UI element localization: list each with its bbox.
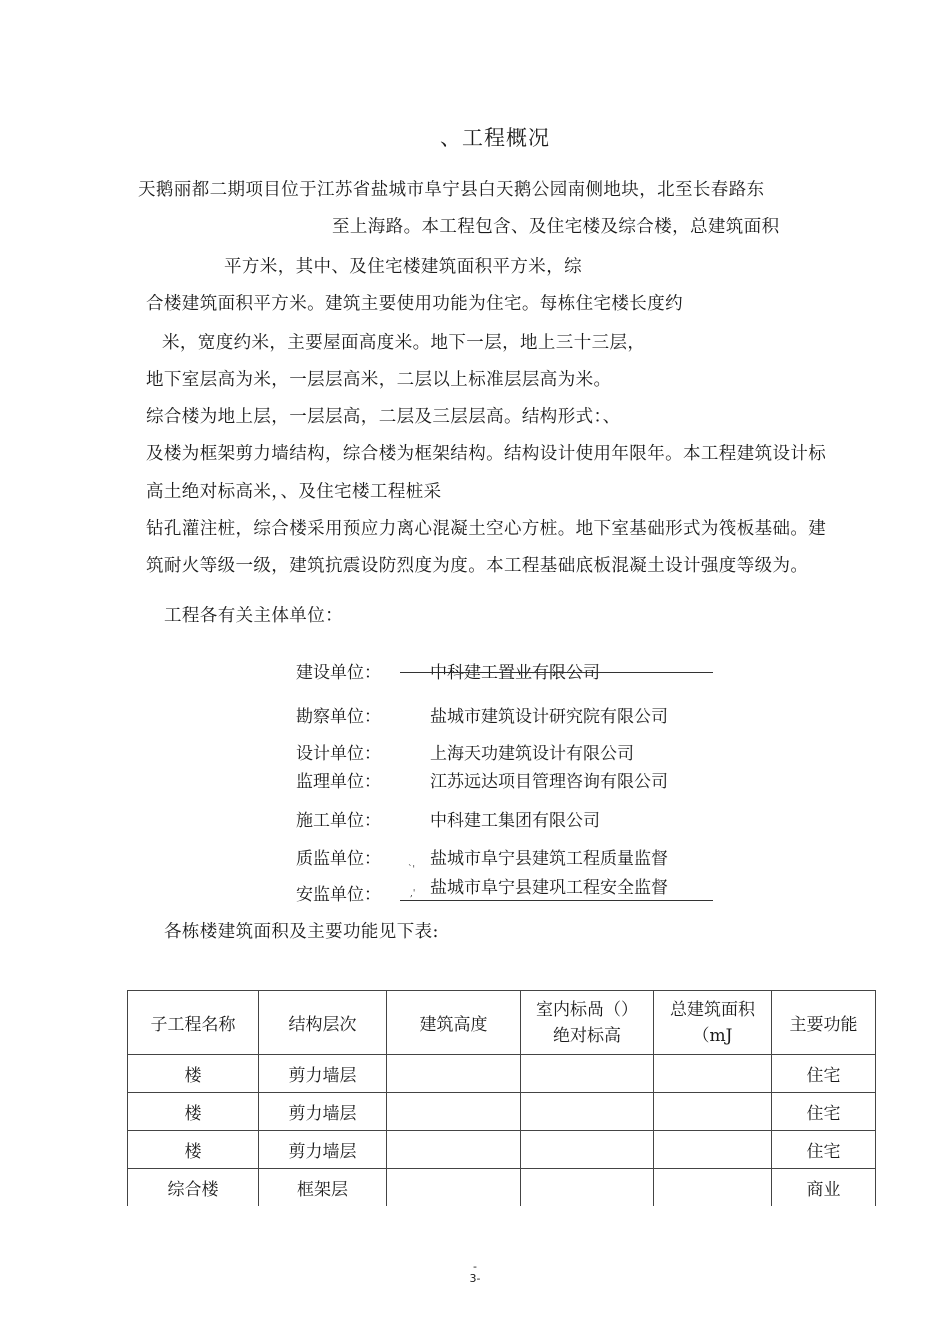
paragraph-line: 天鹅丽都二期项目位于江苏省盐城市阜宁县白天鹅公园南侧地块，北至长春路东 (138, 180, 765, 200)
header-cell (521, 991, 654, 1055)
table-cell: 住宅 (772, 1093, 876, 1131)
table-cell (387, 1093, 521, 1131)
table-row (128, 1055, 876, 1093)
table-row (128, 1169, 876, 1207)
unit-value-construction: 中科建工置业有限公司 (430, 663, 600, 683)
table-cell (654, 1055, 772, 1093)
unit-label-supervision: 监理单位： (296, 772, 381, 792)
header-cell: 主要功能 (772, 991, 876, 1055)
table-cell: 楼 (128, 1093, 259, 1131)
unit-label-design: 设计单位： (296, 744, 381, 764)
unit-label-contractor: 施工单位： (296, 811, 381, 831)
table-cell: 楼 (128, 1055, 259, 1093)
table-cell (654, 1093, 772, 1131)
table-cell: 剪力墙层 (259, 1055, 387, 1093)
table-cell: 楼 (128, 1131, 259, 1169)
unit-value-contractor: 中科建工集团有限公司 (430, 811, 600, 831)
header-line: 总建筑面积 (670, 999, 755, 1020)
table-cell: 框架层 (259, 1169, 387, 1207)
paragraph-line: 钻孔灌注桩，综合楼采用预应力离心混凝土空心方桩。地下室基础形式为筏板基础。建 (146, 519, 827, 539)
table-header-row (128, 991, 876, 1055)
unit-label-safety: 安监单位： (296, 885, 381, 905)
table-cell: 住宅 (772, 1131, 876, 1169)
page-number: 3- (469, 1272, 481, 1285)
table-cell (521, 1131, 654, 1169)
table-row (128, 1131, 876, 1169)
table-cell: 剪力墙层 (259, 1093, 387, 1131)
scan-mark: ,' (410, 889, 416, 899)
table-cell (387, 1169, 521, 1207)
table-cell: 住宅 (772, 1055, 876, 1093)
paragraph-line: 平方米，其中、及住宅楼建筑面积平方米，综 (224, 257, 582, 277)
building-area-table (127, 990, 876, 1206)
unit-label-quality: 质监单位： (296, 849, 381, 869)
unit-value-quality: 盐城市阜宁县建筑工程质量监督 (430, 849, 668, 869)
table-cell: 商业 (772, 1169, 876, 1207)
underline (400, 900, 713, 901)
page-number-dash: - (473, 1260, 477, 1273)
paragraph-line: 至上海路。本工程包含、及住宅楼及综合楼，总建筑面积 (332, 217, 780, 237)
unit-value-design: 上海天功建筑设计有限公司 (430, 744, 634, 764)
unit-label-survey: 勘察单位： (296, 707, 381, 727)
unit-label-construction: 建设单位： (296, 663, 381, 683)
table-cell (521, 1169, 654, 1207)
unit-value-safety: 盐城市阜宁县建巩工程安全监督 (430, 878, 668, 898)
paragraph-line: 合楼建筑面积平方米。建筑主要使用功能为住宅。每栋住宅楼长度约 (146, 294, 683, 314)
header-cell (654, 991, 772, 1055)
paragraph-line: 及楼为框架剪力墙结构，综合楼为框架结构。结构设计使用年限年。本工程建筑设计标 (146, 444, 827, 464)
paragraph-line: 综合楼为地上层，一层层高，二层及三层层高。结构形式：、 (146, 407, 621, 427)
table-cell (387, 1055, 521, 1093)
table-cell: 剪力墙层 (259, 1131, 387, 1169)
header-line: 室内标咼（） (536, 999, 638, 1020)
header-line: 绝对标高 (553, 1025, 621, 1046)
table-cell (521, 1055, 654, 1093)
paragraph-line: 米，宽度约米，主要屋面高度米。地下一层，地上三十三层， (162, 333, 646, 353)
header-cell: 建筑高度 (387, 991, 521, 1055)
paragraph-line: 高土绝对标高米，、及住宅楼工程桩采 (146, 482, 442, 502)
table-cell: 综合楼 (128, 1169, 259, 1207)
header-cell: 结构层次 (259, 991, 387, 1055)
header-line: （mJ (692, 1025, 733, 1046)
underline (400, 672, 713, 673)
table-cell (387, 1131, 521, 1169)
paragraph-line: 地下室层高为米，一层层高米，二层以上标准层层高为米。 (146, 370, 612, 390)
table-intro: 各栋楼建筑面积及主要功能见下表: (164, 922, 439, 942)
paragraph-line: 筑耐火等级一级，建筑抗震设防烈度为度。本工程基础底板混凝土设计强度等级为。 (146, 556, 809, 576)
table-row (128, 1093, 876, 1131)
units-intro: 工程各有关主体单位： (164, 606, 343, 626)
table-cell (654, 1169, 772, 1207)
header-cell: 子工程名称 (128, 991, 259, 1055)
section-title: 、工程概况 (440, 126, 550, 150)
unit-value-supervision: 江苏远达项目管理咨询有限公司 (430, 772, 668, 792)
scan-mark: `' (408, 865, 415, 875)
table-cell (521, 1093, 654, 1131)
unit-value-survey: 盐城市建筑设计研究院有限公司 (430, 707, 668, 727)
table-cell (654, 1131, 772, 1169)
